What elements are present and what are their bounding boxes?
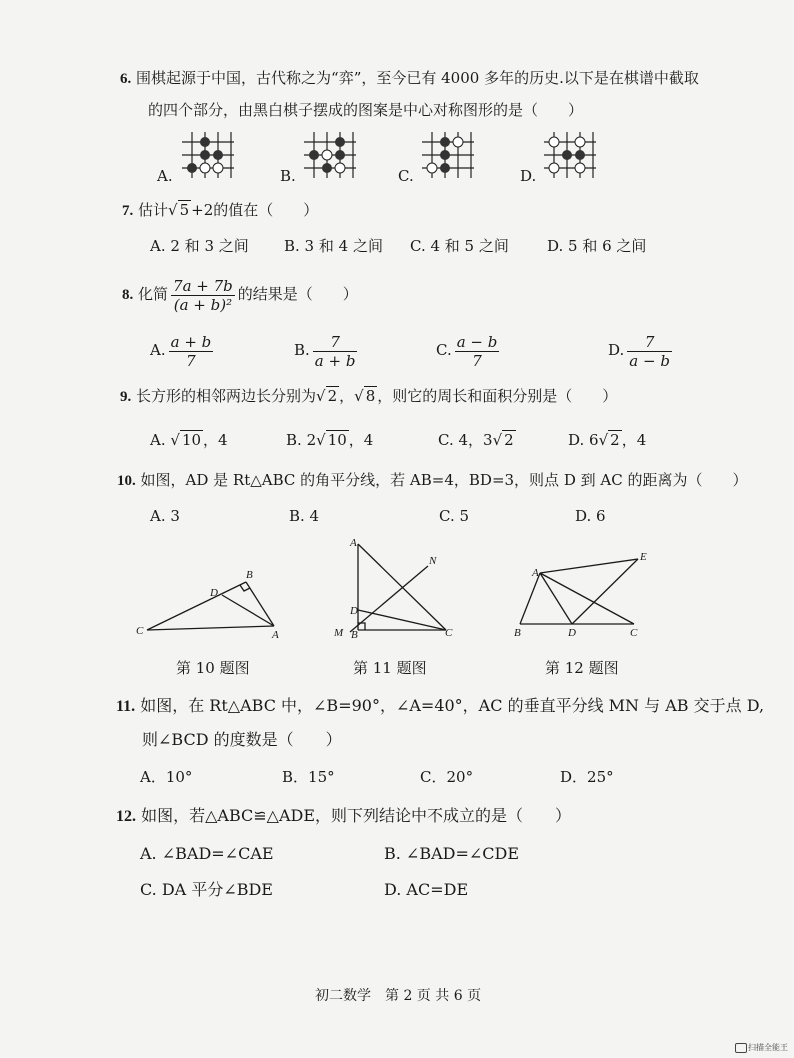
q7-stem-pre: 估计 [138,201,169,219]
q11-stem-line1: 如图，在 Rt△ABC 中，∠B=90°，∠A=40°，AC 的垂直平分线 MN 与 AB 交于点 D, [140,696,765,715]
q11-stem-line2: 则∠BCD 的度数是（ ） [142,730,342,749]
fig10-side-ca [147,626,274,630]
fig10-label-d: D [210,587,218,599]
q8-option-d-label: D. [608,341,625,359]
q12-number: 12. [116,808,136,825]
q8-option-b-label: B. [294,341,310,359]
scanner-logo-icon [735,1043,747,1053]
figure-10-caption: 第 10 题图 [176,659,250,677]
q9-sqrt-2: √ 8 [354,387,376,405]
q8-option-a-fraction [169,333,214,370]
q9-option-b-sqrt: √ 10 [316,431,347,449]
q7-option-b: B. 3 和 4 之间 [284,237,383,255]
q11-number: 11. [116,698,136,715]
q9-option-c-label: C. 4， [438,431,484,449]
q8-fraction [171,277,235,314]
q7-radicand: 5 [179,201,190,219]
q8-option-a [150,330,216,370]
q7-number: 7. [122,203,134,219]
fig11-line-mn [350,566,428,632]
q10-stem: 如图，AD 是 Rt△ABC 的角平分线，若 AB=4，BD=3，则点 D 到 AC 的距离为（ ） [140,471,748,489]
q11-option-b: B．15° [282,768,335,786]
fig10-bisector-ad [222,595,274,626]
q7-stem-mid: +2 [191,201,214,219]
scanner-mark: 扫描全能王 [748,1043,788,1052]
q10-option-a: A. 3 [150,507,180,525]
q9-option-d-sqrt: √ 2 [598,431,620,449]
fig12-segment-de [572,559,638,624]
fig12-label-d: D [568,627,576,639]
q8-option-b-num: 7 [313,333,358,352]
q9-radicand-2: 8 [365,387,376,405]
q7-option-c: C. 4 和 5 之间 [410,237,509,255]
go-pattern-d [540,130,600,180]
q7-option-a: A. 2 和 3 之间 [150,237,249,255]
q6-line1 [120,68,699,89]
q9-radicand-1: 2 [327,387,338,405]
q12-option-b: B. ∠BAD=∠CDE [384,844,520,863]
figure-11-caption: 第 11 题图 [353,659,427,677]
q9-option-b-label: B. [286,431,302,449]
fig12-label-a: A [532,567,539,579]
q9-option-d [568,430,646,450]
q6-option-c-label: C. [398,167,414,185]
fig10-side-cb [147,582,246,630]
q9-option-a-tail: ，4 [203,431,228,449]
q9-option-c-radicand: 2 [504,431,514,449]
go-pattern-a [178,130,238,180]
q8-option-a-num: a + b [170,332,212,351]
q11-option-a: A．10° [140,768,193,786]
q8-stem-post: 的结果是（ ） [237,285,358,303]
fig11-label-a: A [350,537,357,549]
q8-option-c [436,330,502,370]
q11-option-c: C．20° [420,768,474,786]
q8-option-b-den: a + b [314,351,356,370]
q9-option-a-sqrt: √ 10 [170,431,202,449]
q9-stem [120,386,617,407]
q10-stem-line [117,470,747,491]
q8-option-a-den: 7 [186,351,196,370]
figure-12-caption: 第 12 题图 [545,659,619,677]
fig11-segment-cd [358,610,446,630]
fig11-label-n: N [429,555,437,567]
q8-option-d [608,330,675,370]
q11-option-d: D．25° [560,768,614,786]
q7-stem [122,200,318,221]
q6-option-b-label: B. [280,167,296,185]
go-pattern-c [418,130,478,180]
fig12-segment-ae [540,559,638,573]
fig11-label-m: M [334,627,344,639]
fig11-label-c: C [445,627,453,639]
q8-option-b [294,330,360,370]
q10-option-c: C. 5 [439,507,470,525]
q8-stem [122,274,358,315]
q7-option-d: D. 5 和 6 之间 [547,237,647,255]
fig12-label-e: E [640,551,647,563]
q8-fraction-numerator: 7a + 7b [173,276,233,295]
q6-stem-line2: 的四个部分，由黑白棋子摆成的图案是中心对称图形的是（ ） [148,101,584,119]
q8-option-a-label: A. [150,341,166,359]
q9-option-a-radicand: 10 [181,431,202,449]
q12-stem-line [116,806,571,827]
q9-option-c-coef: 3 [483,431,493,449]
q9-number: 9. [120,389,132,405]
q8-option-d-den: a − b [629,351,670,370]
q8-fraction-denominator: (a + b)² [173,295,233,314]
q9-option-b-coef: 2 [306,431,317,449]
q8-option-d-fraction [627,333,672,370]
page-footer: 初二数学 第 2 页 共 6 页 [315,988,482,1004]
q9-option-d-coef: 6 [589,431,599,449]
q9-option-b-tail: ，4 [348,431,374,449]
q8-option-b-fraction [313,333,358,370]
q8-option-c-fraction [455,333,500,370]
q9-sqrt-1: √ 2 [316,387,338,405]
q6-option-d-label: D. [520,167,537,185]
q12-option-a: A. ∠BAD=∠CAE [140,844,274,863]
q7-stem-post: 的值在（ ） [213,201,319,219]
fig12-label-b: B [514,627,521,639]
q10-option-d: D. 6 [575,507,606,525]
q9-option-a [150,430,228,450]
q12-stem: 如图，若△ABC≌△ADE，则下列结论中不成立的是（ ） [141,806,572,825]
q8-option-c-num: a − b [456,332,498,351]
q9-stem-post: ，则它的周长和面积分别是（ ） [377,387,618,405]
fig12-segment-ac [540,573,634,624]
figure-12 [508,548,658,642]
fig11-label-d: D [350,605,358,617]
q9-option-d-label: D. [568,431,585,449]
q6-number: 6. [120,71,132,87]
q7-sqrt: √ 5 [168,201,190,219]
figure-11 [332,532,462,644]
fig12-segment-ad [540,573,572,624]
q9-separator: ， [339,387,355,405]
q9-option-d-tail: ，4 [621,431,647,449]
fig10-label-a: A [272,629,279,641]
q9-option-b [286,430,373,450]
fig12-segment-ab [520,573,540,624]
q9-option-b-radicand: 10 [327,431,347,449]
q9-option-a-label: A. [150,431,166,449]
q12-option-d: D. AC=DE [384,880,469,899]
q8-option-c-den: 7 [472,351,482,370]
q9-option-d-radicand: 2 [610,431,620,449]
q6-stem-line1: 围棋起源于中国，古代称之为“弈”，至今已有 4000 多年的历史.以下是在棋谱中截取 [136,69,699,87]
q9-option-c [438,430,516,450]
fig10-label-c: C [136,625,144,637]
fig11-label-b: B [351,629,358,641]
go-pattern-b [300,130,360,180]
q11-line1 [116,696,764,717]
q10-number: 10. [117,473,136,489]
q8-option-c-label: C. [436,341,452,359]
q8-stem-pre: 化简 [138,285,169,303]
q8-number: 8. [122,287,134,303]
figure-10 [136,560,286,645]
q12-option-c: C. DA 平分∠BDE [140,880,273,899]
fig12-label-c: C [630,627,638,639]
q6-option-a-label: A. [157,167,173,185]
q8-option-d-num: 7 [627,333,672,352]
q10-option-b: B. 4 [289,507,320,525]
q9-stem-pre: 长方形的相邻两边长分别为 [136,387,317,405]
q9-option-c-sqrt: √ 2 [492,431,514,449]
fig10-label-b: B [246,569,253,581]
